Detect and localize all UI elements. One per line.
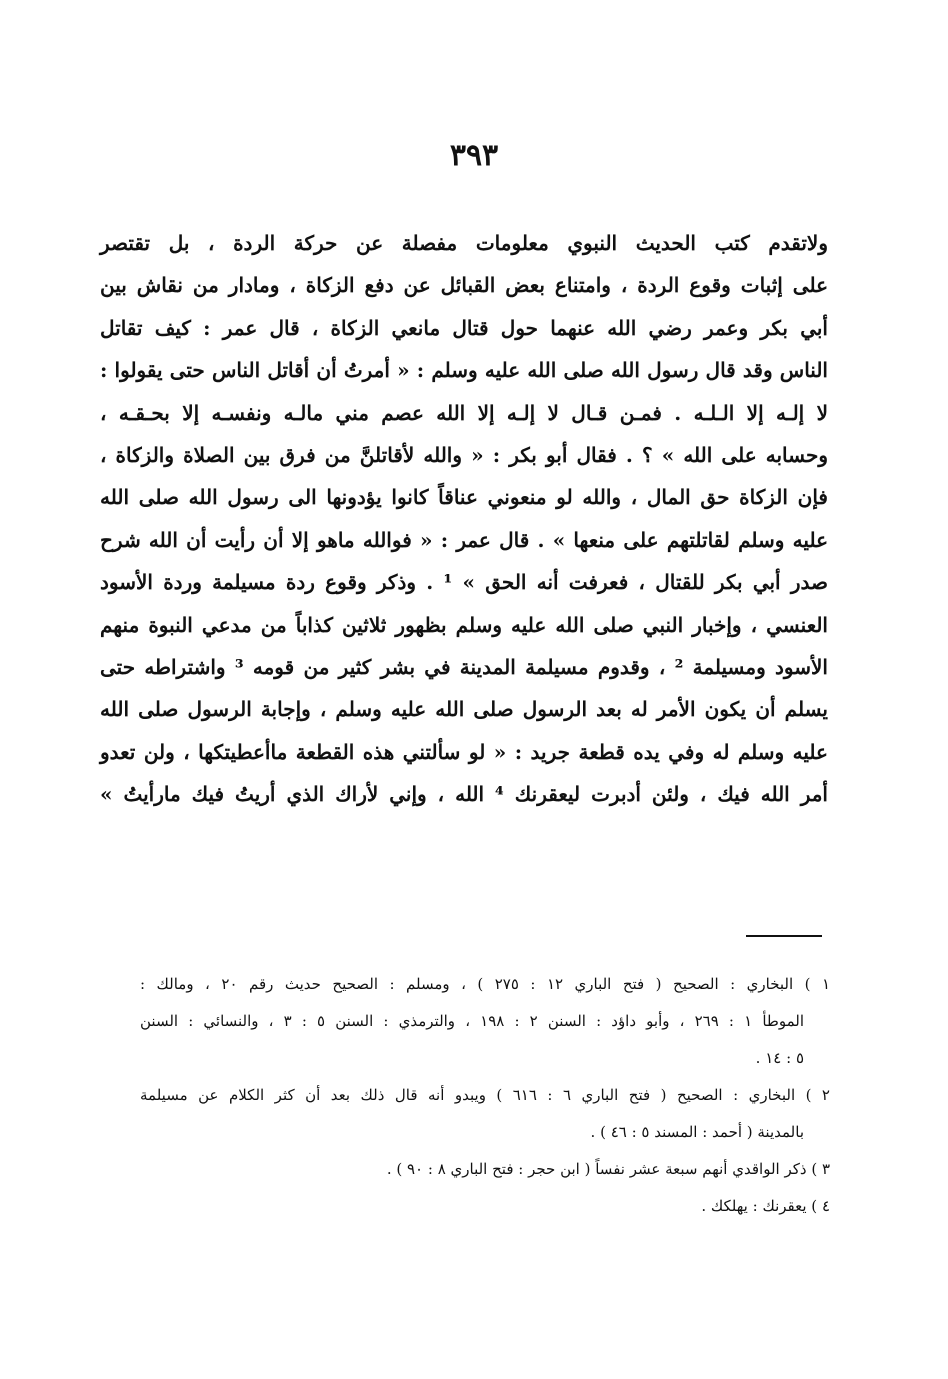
text-line: لا إلـه إلا الـلـه . فمـن قـال لا إلـه إلا الله عصم مني مالـه ونفسـه إلا بحـقـه ، [100, 400, 828, 425]
page-number: ٣٩٣ [449, 138, 499, 173]
text-line: الناس وقد قال رسول الله صلى الله عليه وسلم : « أمرتُ أن أقاتل الناس حتى يقولوا : [100, 358, 828, 383]
text-line: عليه وسلم له وفي يده قطعة جريد : « لو سألتني هذه القطعة ماأعطيتكها ، ولن تعدو [100, 739, 828, 764]
text-line: العنسي ، وإخبار النبي صلى الله عليه وسلم بظهور ثلاثين كذاباً من مدعي النبوة منهم [100, 612, 828, 637]
main-paragraph [100, 222, 828, 815]
text-line: أمر الله فيك ، ولئن أدبرت ليعقرنك ⁴ الله ، وإني لأراك الذي أريتُ فيك مارأيتُ » [100, 782, 828, 807]
footnote-1-line-2: الموطأ ١ : ٢٦٩ ، وأبو داؤد : السنن ٢ : ١٩٨ ، والترمذي : السنن ٥ : ٣ ، والنسائي : السنن [140, 1012, 804, 1030]
text-line: وحسابه على الله » ؟ . فقال أبو بكر : « والله لأقاتلنَّ من فرق بين الصلاة والزكاة ، [100, 442, 828, 467]
footnote-separator [746, 935, 822, 937]
footnote-2-line-2: بالمدينة ( أحمد : المسند ٥ : ٤٦ ) . [590, 1123, 804, 1141]
footnote-2-line-1: ٢ ) البخاري : الصحيح ( فتح الباري ٦ : ٦١٦ ) ويبدو أنه قال ذلك بعد أن كثر الكلام عن مسيلمة [140, 1086, 830, 1104]
text-line: عليه وسلم لقاتلتهم على منعها » . قال عمر : « فوالله ماهو إلا أن رأيت أن الله شرح [100, 527, 828, 552]
footnote-4: ٤ ) يعقرنك : يهلكك . [701, 1197, 830, 1215]
footnote-1-line-1: ١ ) البخاري : الصحيح ( فتح الباري ١٢ : ٢٧٥ ) ، ومسلم : الصحيح حديث رقم ٢٠ ، ومالك : [140, 975, 831, 993]
text-line: أبي بكر وعمر رضي الله عنهما حول قتال مانعي الزكاة ، قال عمر : كيف تقاتل [100, 315, 828, 340]
text-line: على إثبات وقوع الردة ، وامتناع بعض القبائل عن دفع الزكاة ، ومادار من نقاش بين [100, 273, 828, 298]
text-line: ولاتقدم كتب الحديث النبوي معلومات مفصلة عن حركة الردة ، بل تقتصر [100, 231, 828, 255]
footnote-3: ٣ ) ذكر الواقدي أنهم سبعة عشر نفساً ( ابن حجر : فتح الباري ٨ : ٩٠ ) . [386, 1160, 830, 1178]
text-line: يسلم أن يكون الأمر له بعد الرسول صلى الله عليه وسلم ، وإجابة الرسول صلى الله [100, 697, 828, 722]
footnotes [140, 966, 830, 1225]
text-line: صدر أبي بكر للقتال ، فعرفت أنه الحق » ¹ . وذكر وقوع ردة مسيلمة وردة الأسود [100, 570, 828, 595]
footnote-1-line-3: ٥ : ١٤ . [755, 1049, 804, 1067]
text-line: فإن الزكاة حق المال ، والله لو منعوني عناقاً كانوا يؤدونها الى رسول الله صلى الله [100, 485, 828, 510]
text-line: الأسود ومسيلمة ² ، وقدوم مسيلمة المدينة في بشر كثير من قومه ³ واشتراطه حتى [100, 654, 828, 679]
